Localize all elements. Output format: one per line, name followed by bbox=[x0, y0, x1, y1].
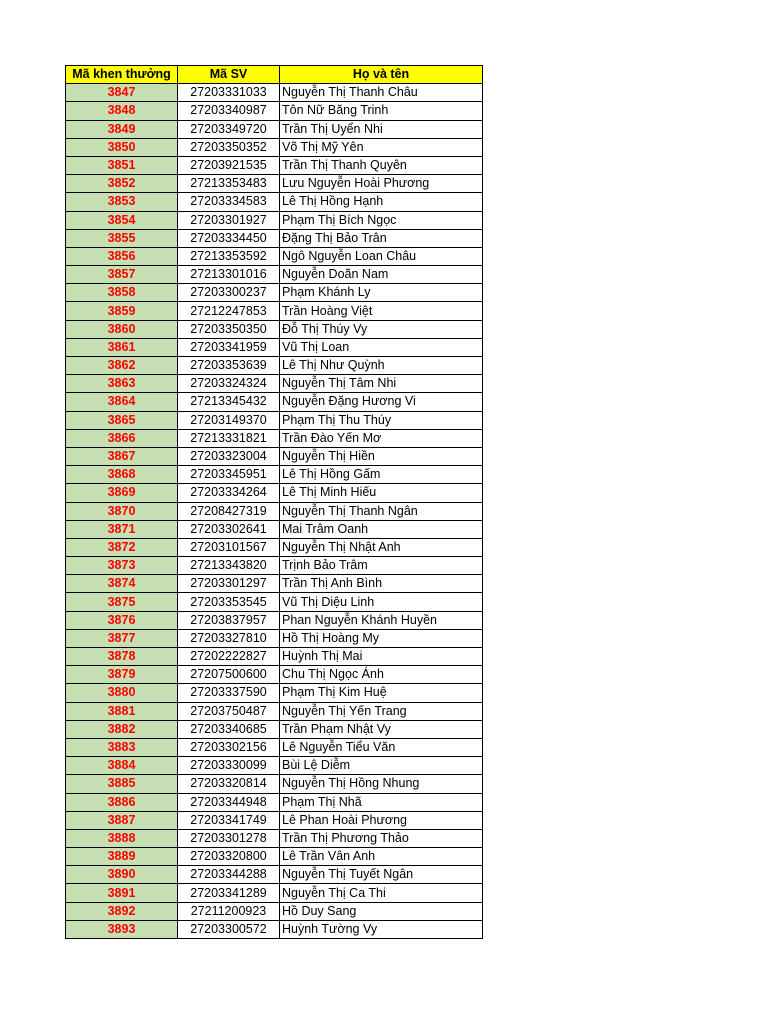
full-name-cell: Trần Hoàng Việt bbox=[280, 302, 483, 320]
award-code-cell: 3884 bbox=[66, 757, 178, 775]
full-name-cell: Nguyễn Thị Hồng Nhung bbox=[280, 775, 483, 793]
student-id-cell: 27203300237 bbox=[178, 284, 280, 302]
student-id-cell: 27203331033 bbox=[178, 84, 280, 102]
student-id-cell: 27213331821 bbox=[178, 429, 280, 447]
table-row bbox=[66, 466, 483, 484]
table-row bbox=[66, 84, 483, 102]
award-code-cell: 3857 bbox=[66, 266, 178, 284]
full-name-cell: Vũ Thị Loan bbox=[280, 338, 483, 356]
table-row bbox=[66, 557, 483, 575]
award-code-cell: 3883 bbox=[66, 738, 178, 756]
full-name-cell: Nguyễn Thị Tâm Nhi bbox=[280, 375, 483, 393]
full-name-cell: Lê Thị Hồng Gấm bbox=[280, 466, 483, 484]
table-row bbox=[66, 393, 483, 411]
student-id-cell: 27203340685 bbox=[178, 720, 280, 738]
award-code-cell: 3888 bbox=[66, 829, 178, 847]
student-id-cell: 27203345951 bbox=[178, 466, 280, 484]
full-name-cell: Nguyễn Thị Thanh Châu bbox=[280, 84, 483, 102]
student-id-cell: 27203344288 bbox=[178, 866, 280, 884]
table-row bbox=[66, 684, 483, 702]
student-id-cell: 27212247853 bbox=[178, 302, 280, 320]
full-name-cell: Ngô Nguyễn Loan Châu bbox=[280, 247, 483, 265]
student-id-cell: 27203341289 bbox=[178, 884, 280, 902]
student-id-cell: 27203301927 bbox=[178, 211, 280, 229]
award-code-cell: 3870 bbox=[66, 502, 178, 520]
award-code-cell: 3874 bbox=[66, 575, 178, 593]
award-code-cell: 3892 bbox=[66, 902, 178, 920]
student-id-cell: 27207500600 bbox=[178, 666, 280, 684]
table-row bbox=[66, 357, 483, 375]
award-code-cell: 3890 bbox=[66, 866, 178, 884]
student-id-cell: 27213301016 bbox=[178, 266, 280, 284]
full-name-cell: Nguyễn Đặng Hương Vi bbox=[280, 393, 483, 411]
table-row bbox=[66, 902, 483, 920]
award-code-cell: 3865 bbox=[66, 411, 178, 429]
full-name-cell: Lưu Nguyễn Hoài Phương bbox=[280, 175, 483, 193]
student-id-cell: 27203101567 bbox=[178, 538, 280, 556]
student-id-cell: 27203301278 bbox=[178, 829, 280, 847]
table-row bbox=[66, 447, 483, 465]
award-code-cell: 3885 bbox=[66, 775, 178, 793]
full-name-cell: Đỗ Thị Thúy Vy bbox=[280, 320, 483, 338]
student-id-cell: 27203320800 bbox=[178, 848, 280, 866]
table-row bbox=[66, 757, 483, 775]
table-row bbox=[66, 720, 483, 738]
award-code-cell: 3862 bbox=[66, 357, 178, 375]
award-code-cell: 3855 bbox=[66, 229, 178, 247]
student-id-cell: 27213343820 bbox=[178, 557, 280, 575]
award-code-cell: 3851 bbox=[66, 156, 178, 174]
full-name-cell: Lê Phan Hoài Phương bbox=[280, 811, 483, 829]
table-row bbox=[66, 156, 483, 174]
full-name-cell: Bùi Lệ Diễm bbox=[280, 757, 483, 775]
table-row bbox=[66, 538, 483, 556]
header-award-code: Mã khen thưởng bbox=[66, 66, 178, 84]
award-code-cell: 3863 bbox=[66, 375, 178, 393]
full-name-cell: Trần Thị Phương Thảo bbox=[280, 829, 483, 847]
student-id-cell: 27202222827 bbox=[178, 648, 280, 666]
student-id-cell: 27203327810 bbox=[178, 629, 280, 647]
student-id-cell: 27203334264 bbox=[178, 484, 280, 502]
table-row bbox=[66, 702, 483, 720]
full-name-cell: Phan Nguyễn Khánh Huyền bbox=[280, 611, 483, 629]
student-id-cell: 27203149370 bbox=[178, 411, 280, 429]
table-row bbox=[66, 320, 483, 338]
full-name-cell: Nguyễn Thị Yến Trang bbox=[280, 702, 483, 720]
student-id-cell: 27203750487 bbox=[178, 702, 280, 720]
full-name-cell: Lê Thị Minh Hiếu bbox=[280, 484, 483, 502]
award-code-cell: 3872 bbox=[66, 538, 178, 556]
award-code-cell: 3864 bbox=[66, 393, 178, 411]
full-name-cell: Trịnh Bảo Trâm bbox=[280, 557, 483, 575]
student-id-cell: 27203323004 bbox=[178, 447, 280, 465]
award-code-cell: 3891 bbox=[66, 884, 178, 902]
award-code-cell: 3854 bbox=[66, 211, 178, 229]
full-name-cell: Võ Thị Mỹ Yên bbox=[280, 138, 483, 156]
table-row bbox=[66, 793, 483, 811]
award-code-cell: 3887 bbox=[66, 811, 178, 829]
student-id-cell: 27203349720 bbox=[178, 120, 280, 138]
student-id-cell: 27208427319 bbox=[178, 502, 280, 520]
award-code-cell: 3867 bbox=[66, 447, 178, 465]
student-award-table bbox=[65, 65, 483, 939]
student-id-cell: 27203350352 bbox=[178, 138, 280, 156]
student-id-cell: 27203302156 bbox=[178, 738, 280, 756]
award-code-cell: 3848 bbox=[66, 102, 178, 120]
award-code-cell: 3858 bbox=[66, 284, 178, 302]
award-code-cell: 3881 bbox=[66, 702, 178, 720]
full-name-cell: Chu Thị Ngọc Ánh bbox=[280, 666, 483, 684]
full-name-cell: Lê Trần Vân Anh bbox=[280, 848, 483, 866]
table-row bbox=[66, 229, 483, 247]
full-name-cell: Hồ Thị Hoàng My bbox=[280, 629, 483, 647]
award-code-cell: 3847 bbox=[66, 84, 178, 102]
header-student-id: Mã SV bbox=[178, 66, 280, 84]
table-row bbox=[66, 284, 483, 302]
award-code-cell: 3849 bbox=[66, 120, 178, 138]
table-body bbox=[66, 84, 483, 939]
student-id-cell: 27203300572 bbox=[178, 920, 280, 938]
award-code-cell: 3875 bbox=[66, 593, 178, 611]
header-row bbox=[66, 66, 483, 84]
full-name-cell: Nguyễn Thị Ca Thi bbox=[280, 884, 483, 902]
table-row bbox=[66, 484, 483, 502]
table-row bbox=[66, 247, 483, 265]
table-row bbox=[66, 138, 483, 156]
full-name-cell: Nguyễn Thị Hiền bbox=[280, 447, 483, 465]
award-code-cell: 3889 bbox=[66, 848, 178, 866]
header-full-name: Họ và tên bbox=[280, 66, 483, 84]
student-id-cell: 27213353592 bbox=[178, 247, 280, 265]
full-name-cell: Trần Thị Anh Bình bbox=[280, 575, 483, 593]
student-id-cell: 27203344948 bbox=[178, 793, 280, 811]
student-id-cell: 27203921535 bbox=[178, 156, 280, 174]
student-id-cell: 27203320814 bbox=[178, 775, 280, 793]
table-row bbox=[66, 811, 483, 829]
student-id-cell: 27203341749 bbox=[178, 811, 280, 829]
award-code-cell: 3850 bbox=[66, 138, 178, 156]
table-row bbox=[66, 884, 483, 902]
table-row bbox=[66, 102, 483, 120]
student-id-cell: 27203324324 bbox=[178, 375, 280, 393]
full-name-cell: Vũ Thị Diệu Linh bbox=[280, 593, 483, 611]
full-name-cell: Lê Thị Hồng Hạnh bbox=[280, 193, 483, 211]
student-id-cell: 27203353545 bbox=[178, 593, 280, 611]
table-row bbox=[66, 775, 483, 793]
full-name-cell: Phạm Thị Nhã bbox=[280, 793, 483, 811]
table-row bbox=[66, 193, 483, 211]
table-row bbox=[66, 738, 483, 756]
student-id-cell: 27203334583 bbox=[178, 193, 280, 211]
table-row bbox=[66, 575, 483, 593]
award-code-cell: 3877 bbox=[66, 629, 178, 647]
student-id-cell: 27203334450 bbox=[178, 229, 280, 247]
table-row bbox=[66, 375, 483, 393]
award-code-cell: 3880 bbox=[66, 684, 178, 702]
full-name-cell: Phạm Thị Bích Ngọc bbox=[280, 211, 483, 229]
full-name-cell: Mai Trâm Oanh bbox=[280, 520, 483, 538]
full-name-cell: Nguyễn Thị Nhật Anh bbox=[280, 538, 483, 556]
table-row bbox=[66, 848, 483, 866]
table-row bbox=[66, 920, 483, 938]
full-name-cell: Trần Phạm Nhật Vy bbox=[280, 720, 483, 738]
student-id-cell: 27203330099 bbox=[178, 757, 280, 775]
table-row bbox=[66, 648, 483, 666]
full-name-cell: Đặng Thị Bảo Trân bbox=[280, 229, 483, 247]
table-row bbox=[66, 666, 483, 684]
full-name-cell: Hồ Duy Sang bbox=[280, 902, 483, 920]
student-id-cell: 27213345432 bbox=[178, 393, 280, 411]
table-row bbox=[66, 338, 483, 356]
award-code-cell: 3866 bbox=[66, 429, 178, 447]
table-row bbox=[66, 120, 483, 138]
award-code-cell: 3876 bbox=[66, 611, 178, 629]
full-name-cell: Phạm Khánh Ly bbox=[280, 284, 483, 302]
full-name-cell: Trần Thị Uyển Nhi bbox=[280, 120, 483, 138]
full-name-cell: Lê Thị Như Quỳnh bbox=[280, 357, 483, 375]
full-name-cell: Trần Thị Thanh Quyên bbox=[280, 156, 483, 174]
table-row bbox=[66, 211, 483, 229]
award-code-cell: 3886 bbox=[66, 793, 178, 811]
full-name-cell: Lê Nguyễn Tiểu Văn bbox=[280, 738, 483, 756]
award-code-cell: 3893 bbox=[66, 920, 178, 938]
student-id-cell: 27203837957 bbox=[178, 611, 280, 629]
student-id-cell: 27203340987 bbox=[178, 102, 280, 120]
table-row bbox=[66, 866, 483, 884]
student-id-cell: 27203353639 bbox=[178, 357, 280, 375]
award-code-cell: 3868 bbox=[66, 466, 178, 484]
table-row bbox=[66, 411, 483, 429]
award-code-cell: 3869 bbox=[66, 484, 178, 502]
award-code-cell: 3873 bbox=[66, 557, 178, 575]
full-name-cell: Nguyễn Thị Tuyết Ngân bbox=[280, 866, 483, 884]
student-id-cell: 27211200923 bbox=[178, 902, 280, 920]
full-name-cell: Trần Đào Yến Mơ bbox=[280, 429, 483, 447]
student-id-cell: 27213353483 bbox=[178, 175, 280, 193]
award-code-cell: 3853 bbox=[66, 193, 178, 211]
award-code-cell: 3861 bbox=[66, 338, 178, 356]
award-code-cell: 3856 bbox=[66, 247, 178, 265]
award-code-cell: 3852 bbox=[66, 175, 178, 193]
table-row bbox=[66, 266, 483, 284]
student-id-cell: 27203302641 bbox=[178, 520, 280, 538]
table-row bbox=[66, 175, 483, 193]
full-name-cell: Huỳnh Tường Vy bbox=[280, 920, 483, 938]
student-id-cell: 27203301297 bbox=[178, 575, 280, 593]
award-code-cell: 3882 bbox=[66, 720, 178, 738]
table-row bbox=[66, 593, 483, 611]
full-name-cell: Phạm Thị Kim Huệ bbox=[280, 684, 483, 702]
student-id-cell: 27203350350 bbox=[178, 320, 280, 338]
full-name-cell: Phạm Thị Thu Thúy bbox=[280, 411, 483, 429]
full-name-cell: Nguyễn Thị Thanh Ngân bbox=[280, 502, 483, 520]
table-row bbox=[66, 302, 483, 320]
table-row bbox=[66, 629, 483, 647]
student-id-cell: 27203341959 bbox=[178, 338, 280, 356]
table-row bbox=[66, 611, 483, 629]
award-code-cell: 3878 bbox=[66, 648, 178, 666]
student-id-cell: 27203337590 bbox=[178, 684, 280, 702]
full-name-cell: Nguyễn Doãn Nam bbox=[280, 266, 483, 284]
award-code-cell: 3860 bbox=[66, 320, 178, 338]
table-row bbox=[66, 429, 483, 447]
table-row bbox=[66, 502, 483, 520]
award-code-cell: 3859 bbox=[66, 302, 178, 320]
full-name-cell: Huỳnh Thị Mai bbox=[280, 648, 483, 666]
full-name-cell: Tôn Nữ Băng Trinh bbox=[280, 102, 483, 120]
award-code-cell: 3871 bbox=[66, 520, 178, 538]
table-row bbox=[66, 829, 483, 847]
table-row bbox=[66, 520, 483, 538]
award-code-cell: 3879 bbox=[66, 666, 178, 684]
